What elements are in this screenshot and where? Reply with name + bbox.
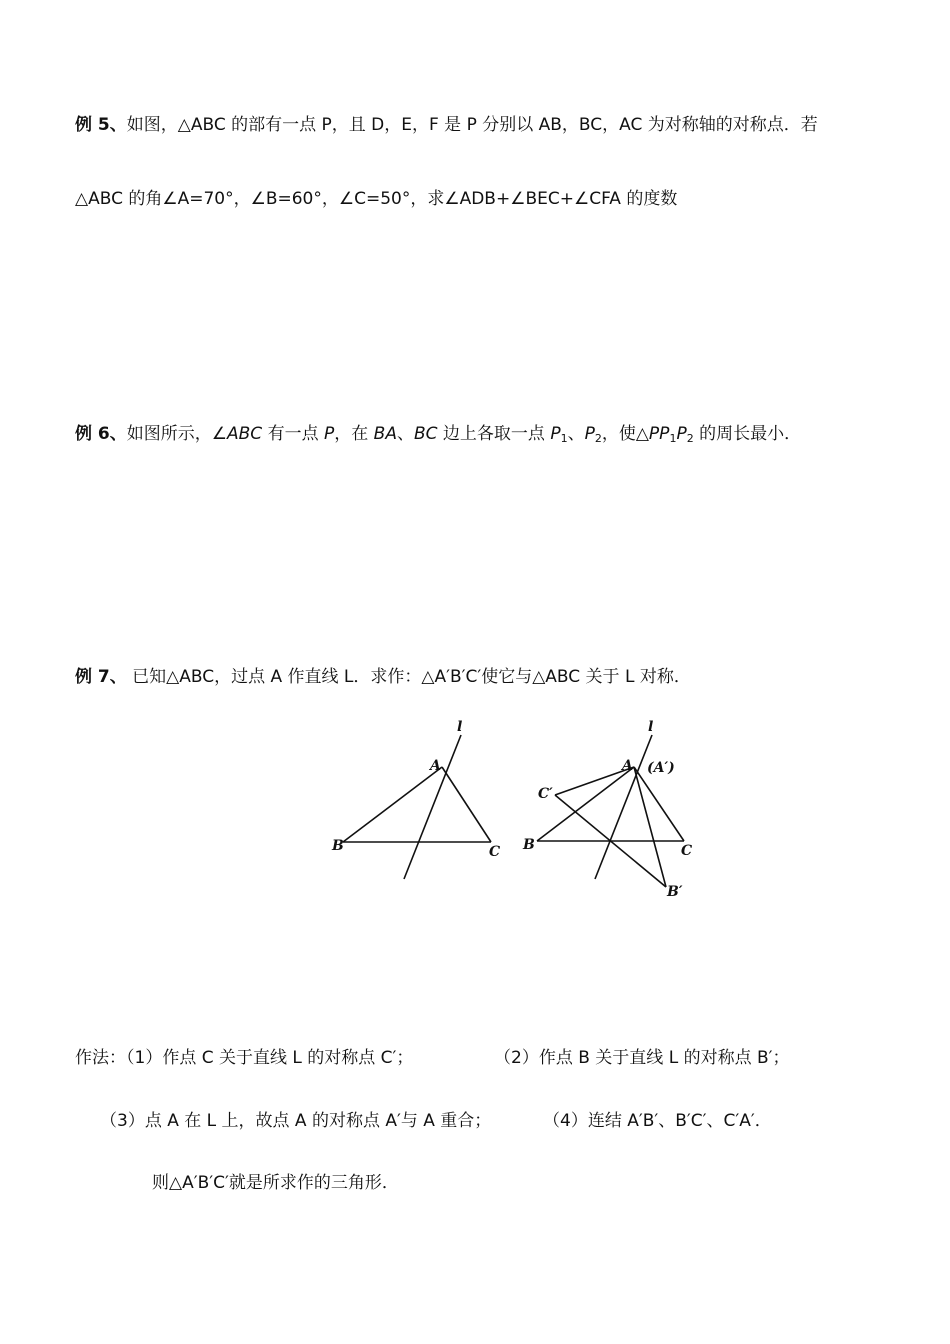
example-6-label: 例 6、 <box>75 424 127 444</box>
left-label-l: l <box>457 719 463 735</box>
example-5-label: 例 5、 <box>75 115 127 135</box>
left-line-l <box>404 735 461 879</box>
right-label-b-prime: B′ <box>667 884 683 900</box>
right-side-ab <box>537 767 634 841</box>
method-line-2a: （3）点 A 在 L 上，故点 A 的对称点 A′与 A 重合； <box>100 1111 492 1131</box>
right-label-a: A <box>622 758 633 774</box>
left-side-ab <box>343 767 442 842</box>
example-7-text: 已知△ABC，过点 A 作直线 L．求作：△A′B′C′使它与△ABC 关于 L 对称． <box>126 667 691 687</box>
left-label-b: B <box>332 838 344 854</box>
ex6-side-bc: BC <box>413 424 438 444</box>
right-label-a-prime: (A′) <box>647 760 675 776</box>
ex6-text: 、 <box>567 424 585 444</box>
ex6-point-p2: P <box>584 424 595 444</box>
figure-right <box>537 735 684 887</box>
ex6-text: 的周长最小． <box>693 424 802 444</box>
ex6-text: ，在 <box>334 424 374 444</box>
method-line-2b: （4）连结 A′B′、B′C′、C′A′． <box>543 1111 772 1131</box>
right-side-ac <box>634 767 684 841</box>
method-line-1b: （2）作点 B 关于直线 L 的对称点 B′； <box>494 1048 790 1068</box>
example-5-line-2: △ABC 的角∠A=70°，∠B=60°，∠C=50°，求∠ADB+∠BEC+∠CFA 的度数 <box>75 189 678 209</box>
ex6-angle-abc: ABC <box>227 424 263 444</box>
ex6-point-p: P <box>323 424 335 444</box>
right-side-a-bprime <box>634 767 666 887</box>
ex6-text: 有一点 <box>262 424 324 444</box>
ex6-text: 、 <box>396 424 414 444</box>
right-label-b: B <box>523 837 535 853</box>
method-line-1a: 作法：（1）作点 C 关于直线 L 的对称点 C′； <box>75 1048 414 1068</box>
ex6-text: 边上各取一点 <box>437 424 551 444</box>
ex6-triangle-pp: PP <box>648 424 670 444</box>
ex6-sub-1b: 1 <box>669 432 677 445</box>
example-5-text-1: 如图，△ABC 的部有一点 P，且 D，E，F 是 P 分别以 AB，BC，AC 为对称轴的对称点．若 <box>126 115 818 135</box>
right-label-c-prime: C′ <box>538 786 553 802</box>
ex6-sub-2: 2 <box>594 432 602 445</box>
left-label-c: C <box>489 844 501 860</box>
left-label-a: A <box>430 758 441 774</box>
ex6-sub-1: 1 <box>560 432 568 445</box>
ex6-triangle-p: P <box>676 424 687 444</box>
figure-left <box>343 735 491 879</box>
ex6-point-p1: P <box>550 424 561 444</box>
ex6-side-ba: BA <box>373 424 397 444</box>
right-line-l <box>595 735 652 879</box>
right-label-c: C <box>681 843 693 859</box>
ex6-text: ，使△ <box>601 424 649 444</box>
ex6-sub-2b: 2 <box>686 432 694 445</box>
ex6-text: 如图所示，∠ <box>126 424 227 444</box>
method-line-3: 则△A′B′C′就是所求作的三角形． <box>152 1173 399 1193</box>
example-7-label: 例 7、 <box>75 667 127 687</box>
right-label-l: l <box>648 719 654 735</box>
left-side-ac <box>442 767 491 842</box>
